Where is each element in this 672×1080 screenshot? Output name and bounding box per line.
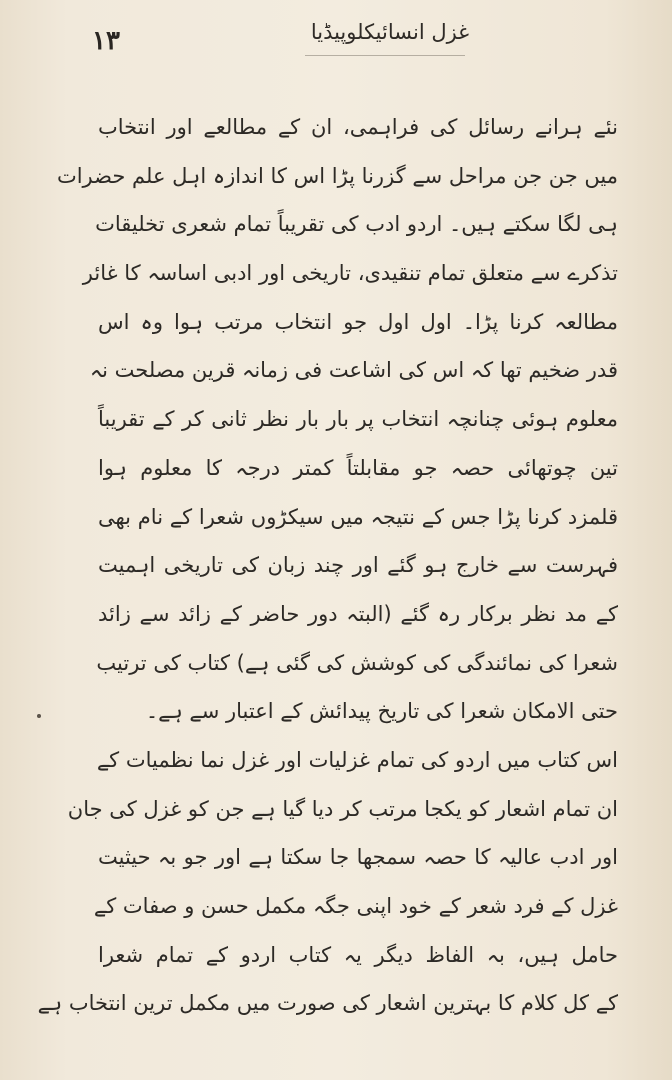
text-line: فہرست سے خارج ہو گئے اور چند زبان کی تاریخی اہمیت bbox=[98, 553, 618, 578]
text-line: قلمزد کرنا پڑا جس کے نتیجہ میں سیکڑوں شعرا کے نام بھی bbox=[98, 504, 618, 529]
page-number: ١٣ bbox=[92, 26, 120, 56]
text-line: حامل ہیں، بہ الفاظ دیگر یہ کتاب اردو کے تمام شعرا bbox=[98, 942, 618, 967]
text-line: حتی الامکان شعرا کی تاریخ پیدائش کے اعتبار سے ہے۔ bbox=[145, 699, 618, 724]
header-rule bbox=[305, 55, 465, 56]
text-line: کے مد نظر برکار رہ گئے (البتہ دور حاضر کے زائد سے زائد bbox=[98, 601, 618, 626]
text-line: غزل کے فرد شعر کے خود اپنی جگہ مکمل حسن و صفات کے bbox=[93, 894, 618, 918]
body-text bbox=[37, 103, 618, 1028]
text-line: نئے ہرانے رسائل کی فراہمی، ان کے مطالعے اور انتخاب bbox=[98, 115, 618, 139]
text-line: میں جن جن مراحل سے گزرنا پڑا اس کا اندازہ اہل علم حضرات bbox=[56, 163, 618, 188]
text-line: قدر ضخیم تھا کہ اس کی اشاعت فی زمانہ قرین مصلحت نہ bbox=[89, 358, 618, 383]
margin-speck bbox=[37, 714, 41, 718]
text-line: ہی لگا سکتے ہیں۔ اردو ادب کی تقریباً تمام شعری تخلیقات bbox=[95, 212, 618, 237]
text-line: کے کل کلام کا بہترین اشعار کی صورت میں مکمل ترین انتخاب ہے bbox=[37, 991, 618, 1016]
text-line: تین چوتھائی حصہ جو مقابلتاً کمتر درجہ کا معلوم ہوا bbox=[98, 455, 618, 480]
text-line: ان تمام اشعار کو یکجا مرتب کر دیا گیا ہے جن کو غزل کی جان bbox=[67, 796, 618, 821]
text-line: معلوم ہوئی چنانچہ انتخاب پر بار بار نظر ثانی کر کے تقریباً bbox=[98, 407, 618, 432]
text-line: اور ادب عالیہ کا حصہ سمجھا جا سکتا ہے اور جو بہ حیثیت bbox=[98, 845, 618, 870]
text-line: شعرا کی نمائندگی کی کوشش کی گئی ہے) کتاب کی ترتیب bbox=[96, 650, 618, 675]
text-line: اس کتاب میں اردو کی تمام غزلیات اور غزل نما نظمیات کے bbox=[96, 747, 618, 772]
text-line: مطالعہ کرنا پڑا۔ اول اول جو انتخاب مرتب ہوا وہ اس bbox=[98, 309, 618, 334]
text-line: تذکرے سے متعلق تمام تنقیدی، تاریخی اور ادبی اساسہ کا غائر bbox=[82, 261, 618, 286]
running-header: غزل انسائیکلوپیڈیا bbox=[310, 20, 470, 44]
